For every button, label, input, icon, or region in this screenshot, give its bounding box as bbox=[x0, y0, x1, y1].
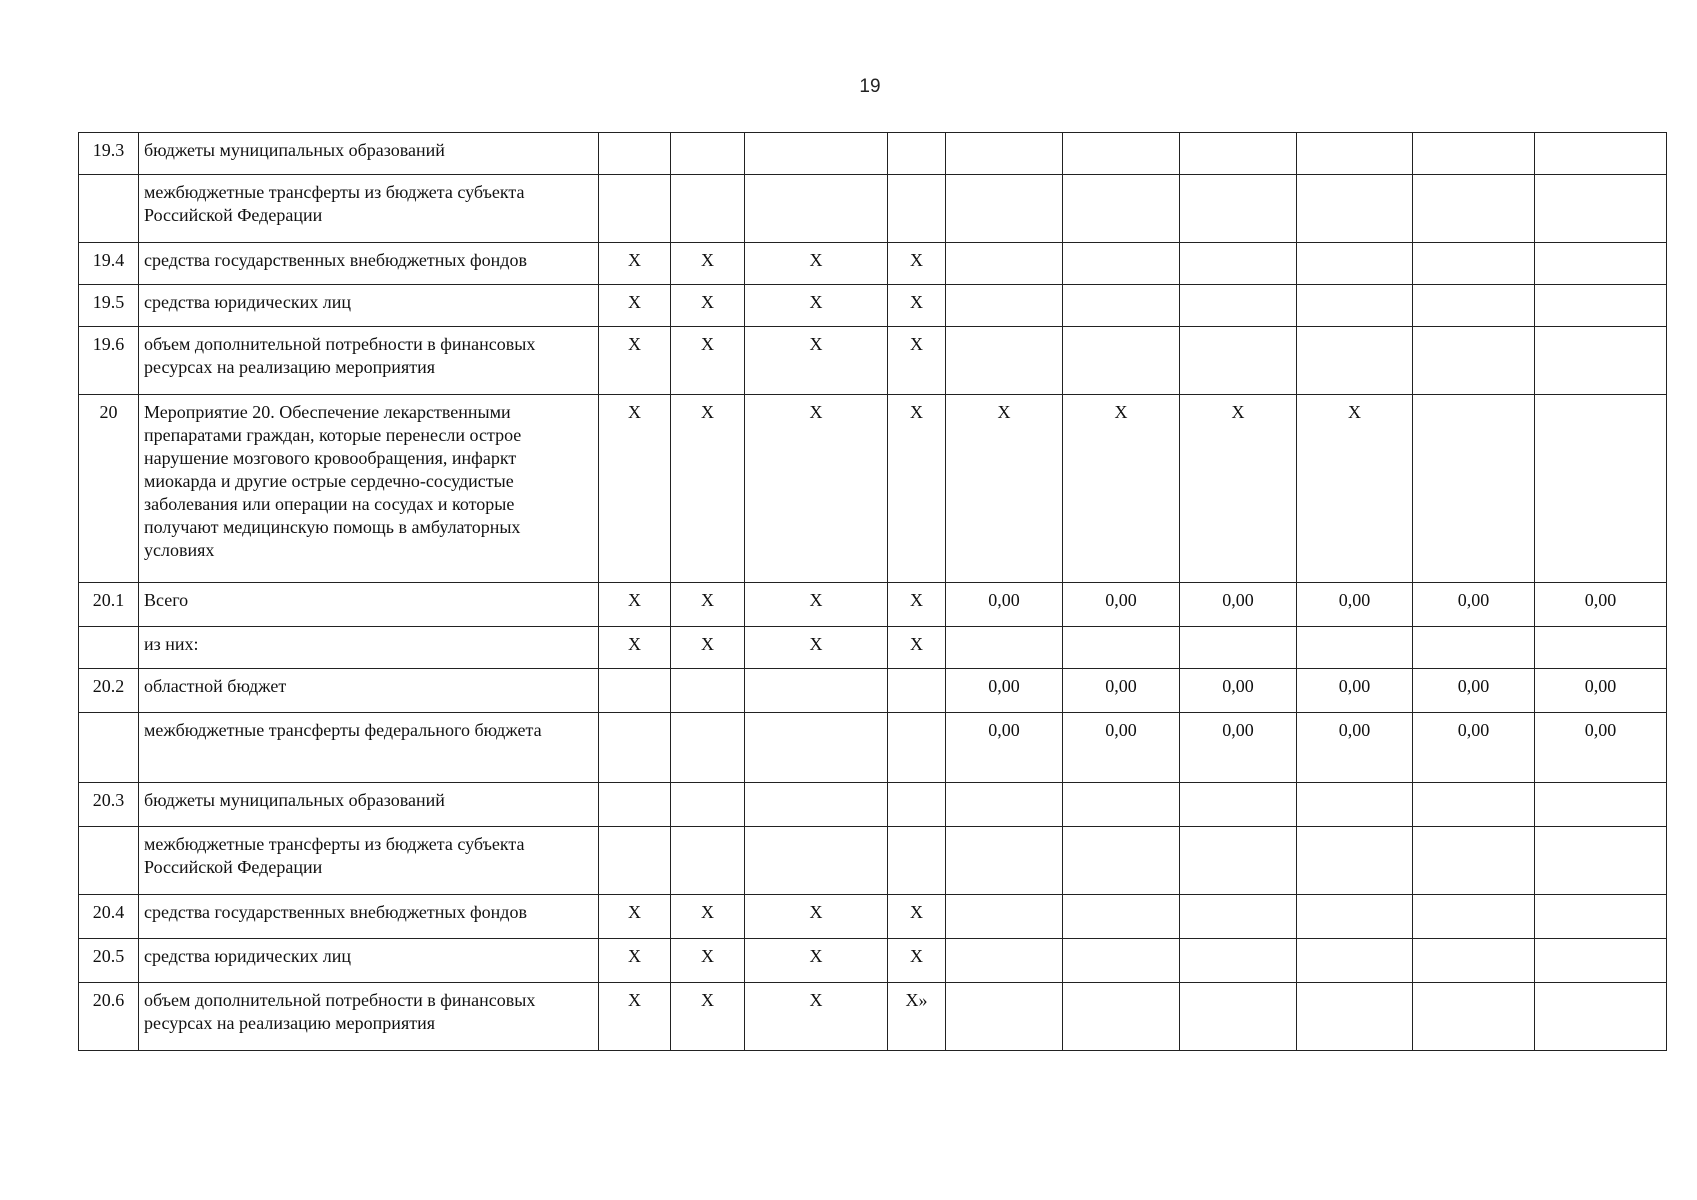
value-cell bbox=[1535, 243, 1667, 285]
row-name-cell: средства юридических лиц bbox=[139, 285, 599, 327]
value-cell: Х bbox=[745, 285, 888, 327]
row-number-cell: 20.6 bbox=[79, 983, 139, 1051]
value-cell bbox=[1063, 133, 1180, 175]
row-name-cell: Всего bbox=[139, 583, 599, 627]
table-row bbox=[79, 669, 1667, 713]
value-cell: 0,00 bbox=[1180, 583, 1297, 627]
value-cell: Х bbox=[1063, 395, 1180, 583]
value-cell bbox=[745, 133, 888, 175]
value-cell: 0,00 bbox=[1297, 583, 1413, 627]
value-cell bbox=[1180, 827, 1297, 895]
value-cell bbox=[1535, 783, 1667, 827]
value-cell bbox=[745, 175, 888, 243]
value-cell: Х bbox=[599, 395, 671, 583]
value-cell bbox=[1297, 939, 1413, 983]
value-cell bbox=[1180, 895, 1297, 939]
row-number-cell: 19.5 bbox=[79, 285, 139, 327]
value-cell bbox=[1535, 175, 1667, 243]
row-number-cell: 20.1 bbox=[79, 583, 139, 627]
value-cell bbox=[888, 175, 946, 243]
value-cell bbox=[1413, 827, 1535, 895]
value-cell: Х bbox=[888, 627, 946, 669]
value-cell: 0,00 bbox=[1063, 713, 1180, 783]
value-cell bbox=[888, 133, 946, 175]
value-cell: 0,00 bbox=[946, 669, 1063, 713]
row-name-cell: объем дополнительной потребности в финансовых ресурсах на реализацию мероприятия bbox=[139, 983, 599, 1051]
value-cell bbox=[1413, 133, 1535, 175]
value-cell bbox=[1413, 327, 1535, 395]
value-cell bbox=[1297, 895, 1413, 939]
row-number-cell: 19.3 bbox=[79, 133, 139, 175]
value-cell bbox=[1063, 939, 1180, 983]
value-cell: Х bbox=[745, 395, 888, 583]
value-cell bbox=[1535, 627, 1667, 669]
value-cell: Х bbox=[671, 983, 745, 1051]
value-cell bbox=[1413, 395, 1535, 583]
value-cell: 0,00 bbox=[1297, 669, 1413, 713]
table-row bbox=[79, 983, 1667, 1051]
row-name-cell: межбюджетные трансферты из бюджета субъекта Российской Федерации bbox=[139, 827, 599, 895]
value-cell: Х bbox=[1297, 395, 1413, 583]
value-cell bbox=[946, 827, 1063, 895]
value-cell bbox=[1180, 939, 1297, 983]
value-cell bbox=[1413, 627, 1535, 669]
value-cell: 0,00 bbox=[1413, 669, 1535, 713]
row-number-cell bbox=[79, 827, 139, 895]
value-cell bbox=[745, 827, 888, 895]
value-cell bbox=[1413, 285, 1535, 327]
value-cell bbox=[671, 713, 745, 783]
value-cell bbox=[946, 895, 1063, 939]
value-cell: 0,00 bbox=[1535, 713, 1667, 783]
value-cell bbox=[1180, 285, 1297, 327]
value-cell: 0,00 bbox=[1297, 713, 1413, 783]
value-cell bbox=[599, 133, 671, 175]
value-cell bbox=[1535, 395, 1667, 583]
row-name-cell: средства юридических лиц bbox=[139, 939, 599, 983]
value-cell bbox=[599, 827, 671, 895]
value-cell: 0,00 bbox=[946, 583, 1063, 627]
value-cell: 0,00 bbox=[1535, 583, 1667, 627]
value-cell: Х bbox=[888, 939, 946, 983]
value-cell: Х bbox=[745, 939, 888, 983]
value-cell bbox=[946, 627, 1063, 669]
value-cell bbox=[1180, 175, 1297, 243]
table-row bbox=[79, 243, 1667, 285]
value-cell bbox=[671, 175, 745, 243]
value-cell: Х bbox=[888, 327, 946, 395]
value-cell bbox=[946, 939, 1063, 983]
value-cell bbox=[1297, 627, 1413, 669]
value-cell: Х bbox=[745, 895, 888, 939]
value-cell: Х bbox=[745, 627, 888, 669]
value-cell bbox=[946, 783, 1063, 827]
row-name-cell: Мероприятие 20. Обеспечение лекарственными препаратами граждан, которые перенесли острое нарушение мозгового кровообращения, инфаркт миокарда и другие острые сердечно-сосудистые заболевания или операции на сосудах и которые получают медицинскую помощь в амбулаторных условиях bbox=[139, 395, 599, 583]
value-cell: Х bbox=[888, 285, 946, 327]
value-cell: 0,00 bbox=[1063, 583, 1180, 627]
value-cell bbox=[599, 713, 671, 783]
value-cell bbox=[946, 285, 1063, 327]
value-cell: Х bbox=[671, 939, 745, 983]
value-cell bbox=[1535, 895, 1667, 939]
value-cell bbox=[946, 175, 1063, 243]
table-row bbox=[79, 175, 1667, 243]
value-cell: Х bbox=[888, 395, 946, 583]
value-cell bbox=[1180, 243, 1297, 285]
value-cell bbox=[1297, 243, 1413, 285]
value-cell bbox=[1063, 175, 1180, 243]
value-cell bbox=[745, 669, 888, 713]
value-cell: Х bbox=[745, 583, 888, 627]
value-cell bbox=[1063, 285, 1180, 327]
value-cell bbox=[946, 133, 1063, 175]
value-cell: 0,00 bbox=[1180, 713, 1297, 783]
row-number-cell: 20.3 bbox=[79, 783, 139, 827]
value-cell bbox=[1535, 133, 1667, 175]
value-cell bbox=[599, 783, 671, 827]
value-cell: Х bbox=[671, 285, 745, 327]
value-cell: Х bbox=[745, 983, 888, 1051]
row-name-cell: средства государственных внебюджетных фондов bbox=[139, 895, 599, 939]
table-row bbox=[79, 895, 1667, 939]
value-cell bbox=[1180, 983, 1297, 1051]
value-cell bbox=[745, 713, 888, 783]
value-cell: Х bbox=[745, 243, 888, 285]
page-number: 19 bbox=[859, 76, 881, 97]
row-number-cell: 20.4 bbox=[79, 895, 139, 939]
table-row bbox=[79, 627, 1667, 669]
value-cell: 0,00 bbox=[1413, 713, 1535, 783]
row-number-cell: 20.5 bbox=[79, 939, 139, 983]
value-cell: 0,00 bbox=[946, 713, 1063, 783]
value-cell bbox=[1413, 895, 1535, 939]
row-number-cell bbox=[79, 175, 139, 243]
value-cell bbox=[888, 827, 946, 895]
value-cell: 0,00 bbox=[1535, 669, 1667, 713]
value-cell: Х bbox=[671, 327, 745, 395]
row-number-cell: 20.2 bbox=[79, 669, 139, 713]
value-cell bbox=[1535, 327, 1667, 395]
value-cell bbox=[1535, 939, 1667, 983]
value-cell bbox=[671, 669, 745, 713]
value-cell bbox=[1535, 983, 1667, 1051]
value-cell: Х bbox=[599, 627, 671, 669]
value-cell: Х bbox=[888, 583, 946, 627]
table-row bbox=[79, 827, 1667, 895]
value-cell: Х bbox=[1180, 395, 1297, 583]
row-name-cell: объем дополнительной потребности в финансовых ресурсах на реализацию мероприятия bbox=[139, 327, 599, 395]
value-cell bbox=[1297, 175, 1413, 243]
value-cell bbox=[946, 983, 1063, 1051]
value-cell bbox=[1413, 983, 1535, 1051]
value-cell: 0,00 bbox=[1180, 669, 1297, 713]
value-cell bbox=[888, 713, 946, 783]
table-row bbox=[79, 939, 1667, 983]
value-cell: Х bbox=[888, 243, 946, 285]
value-cell: Х bbox=[599, 327, 671, 395]
value-cell bbox=[1063, 895, 1180, 939]
value-cell: Х bbox=[671, 243, 745, 285]
value-cell bbox=[1180, 783, 1297, 827]
row-name-cell: бюджеты муниципальных образований bbox=[139, 783, 599, 827]
value-cell bbox=[1297, 327, 1413, 395]
value-cell bbox=[745, 783, 888, 827]
value-cell bbox=[1063, 827, 1180, 895]
row-number-cell: 20 bbox=[79, 395, 139, 583]
value-cell bbox=[1413, 783, 1535, 827]
value-cell bbox=[1413, 243, 1535, 285]
value-cell: Х bbox=[946, 395, 1063, 583]
value-cell: Х bbox=[671, 627, 745, 669]
row-name-cell: межбюджетные трансферты федерального бюджета bbox=[139, 713, 599, 783]
value-cell: Х bbox=[599, 243, 671, 285]
value-cell: 0,00 bbox=[1413, 583, 1535, 627]
value-cell bbox=[671, 133, 745, 175]
table-row bbox=[79, 327, 1667, 395]
table-row bbox=[79, 583, 1667, 627]
row-number-cell: 19.6 bbox=[79, 327, 139, 395]
value-cell bbox=[888, 669, 946, 713]
value-cell bbox=[1063, 327, 1180, 395]
value-cell: Х bbox=[599, 583, 671, 627]
value-cell bbox=[1535, 827, 1667, 895]
value-cell bbox=[1297, 133, 1413, 175]
row-number-cell bbox=[79, 627, 139, 669]
row-name-cell: межбюджетные трансферты из бюджета субъекта Российской Федерации bbox=[139, 175, 599, 243]
value-cell bbox=[1535, 285, 1667, 327]
value-cell: 0,00 bbox=[1063, 669, 1180, 713]
value-cell bbox=[1297, 983, 1413, 1051]
row-number-cell bbox=[79, 713, 139, 783]
table-row bbox=[79, 133, 1667, 175]
value-cell bbox=[946, 327, 1063, 395]
value-cell bbox=[1297, 783, 1413, 827]
table-row bbox=[79, 713, 1667, 783]
value-cell: Х bbox=[671, 395, 745, 583]
value-cell: Х bbox=[599, 983, 671, 1051]
value-cell bbox=[1297, 827, 1413, 895]
value-cell bbox=[946, 243, 1063, 285]
row-number-cell: 19.4 bbox=[79, 243, 139, 285]
value-cell bbox=[1297, 285, 1413, 327]
value-cell bbox=[1063, 983, 1180, 1051]
value-cell bbox=[599, 669, 671, 713]
value-cell bbox=[671, 827, 745, 895]
value-cell bbox=[1063, 243, 1180, 285]
value-cell bbox=[1180, 627, 1297, 669]
table-row bbox=[79, 395, 1667, 583]
table-body bbox=[79, 133, 1667, 1051]
value-cell: Х bbox=[599, 285, 671, 327]
value-cell: Х bbox=[671, 895, 745, 939]
row-name-cell: областной бюджет bbox=[139, 669, 599, 713]
value-cell: Х bbox=[599, 895, 671, 939]
table-row bbox=[79, 285, 1667, 327]
value-cell: Х bbox=[745, 327, 888, 395]
value-cell: Х bbox=[888, 895, 946, 939]
row-name-cell: бюджеты муниципальных образований bbox=[139, 133, 599, 175]
table-row bbox=[79, 783, 1667, 827]
value-cell bbox=[1180, 327, 1297, 395]
value-cell bbox=[1413, 939, 1535, 983]
budget-table bbox=[78, 132, 1667, 1051]
value-cell bbox=[599, 175, 671, 243]
value-cell: Х» bbox=[888, 983, 946, 1051]
value-cell bbox=[1180, 133, 1297, 175]
value-cell bbox=[671, 783, 745, 827]
value-cell bbox=[1413, 175, 1535, 243]
value-cell: Х bbox=[599, 939, 671, 983]
value-cell bbox=[888, 783, 946, 827]
row-name-cell: из них: bbox=[139, 627, 599, 669]
value-cell bbox=[1063, 627, 1180, 669]
row-name-cell: средства государственных внебюджетных фондов bbox=[139, 243, 599, 285]
value-cell bbox=[1063, 783, 1180, 827]
value-cell: Х bbox=[671, 583, 745, 627]
